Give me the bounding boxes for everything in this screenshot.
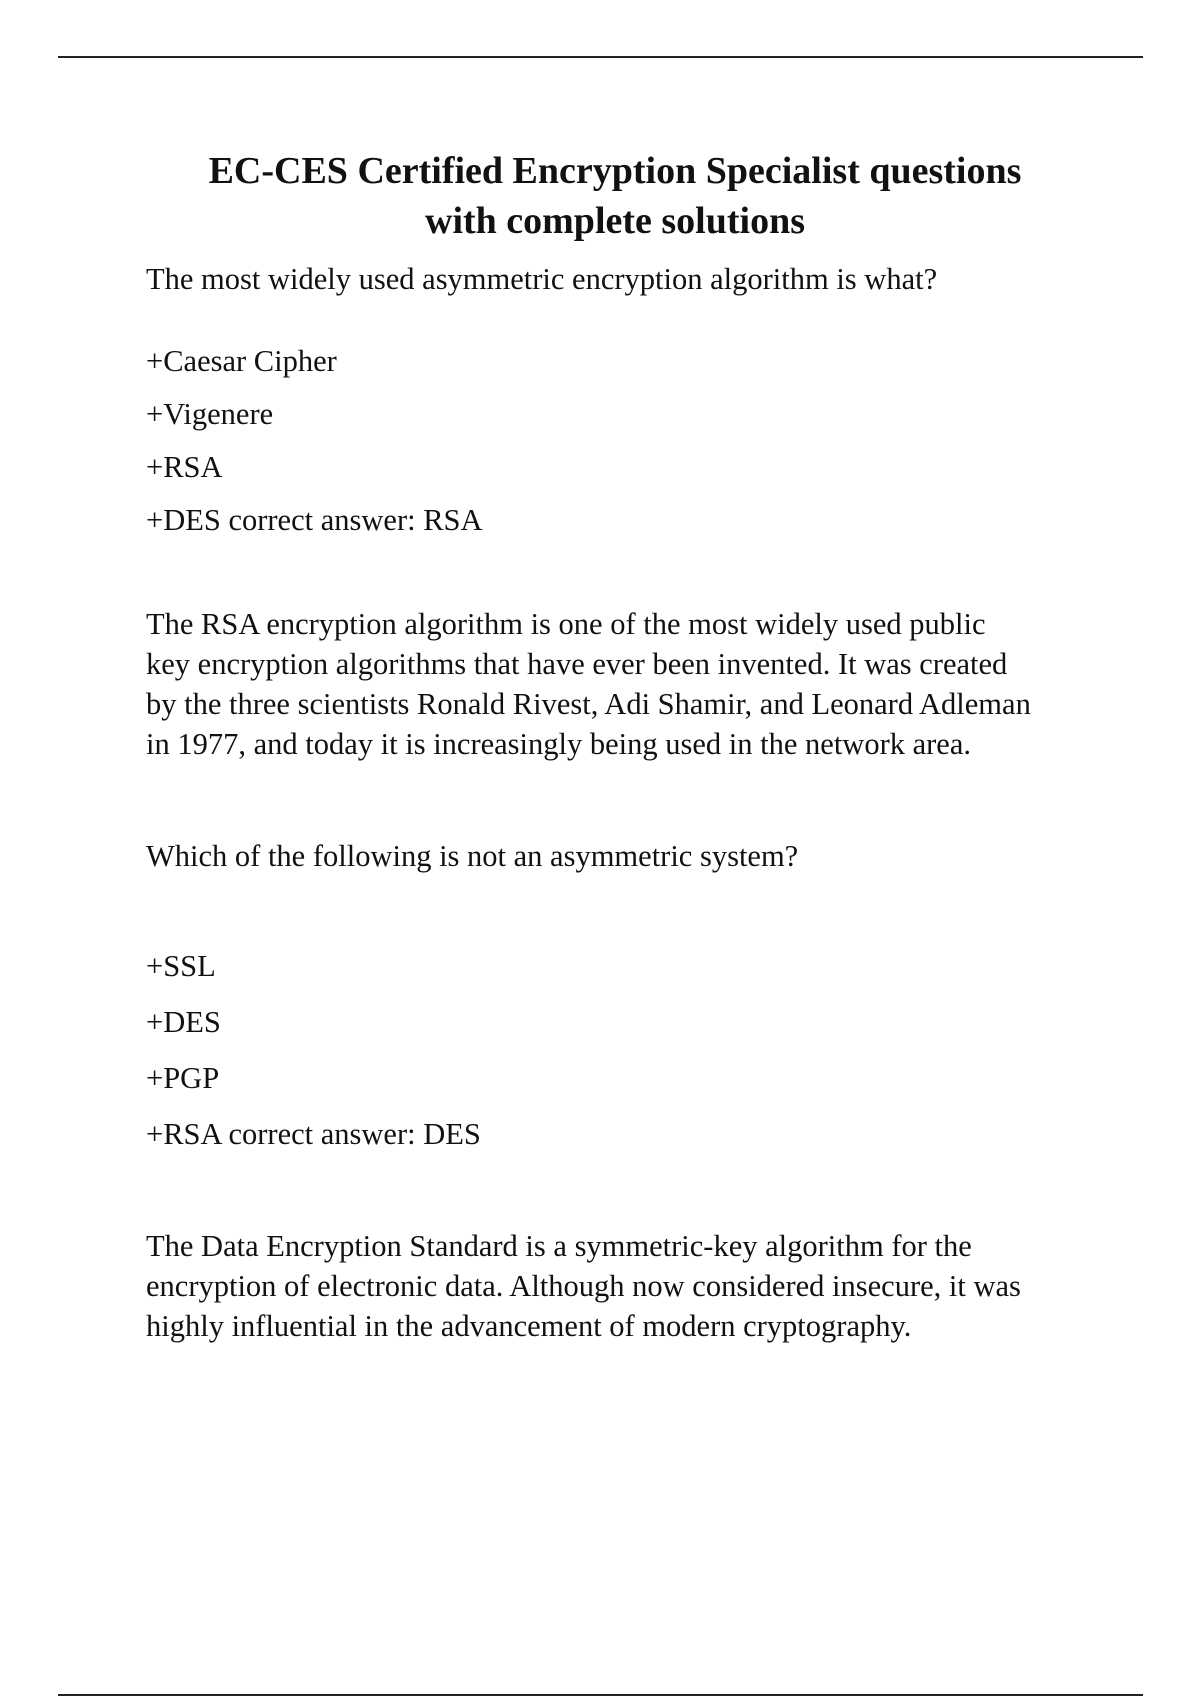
q2-option: +DES bbox=[146, 1005, 221, 1039]
q1-option-answer: +DES correct answer: RSA bbox=[146, 503, 483, 537]
q1-option: +Caesar Cipher bbox=[146, 344, 337, 378]
q2-explanation-line: highly influential in the advancement of modern cryptography. bbox=[146, 1309, 912, 1343]
q2-explanation-line: encryption of electronic data. Although now considered insecure, it was bbox=[146, 1269, 1021, 1303]
q1-option: +Vigenere bbox=[146, 397, 274, 431]
page-title bbox=[120, 146, 1110, 246]
q1-explanation-line: by the three scientists Ronald Rivest, Adi Shamir, and Leonard Adleman bbox=[146, 687, 1031, 721]
q2-question: Which of the following is not an asymmetric system? bbox=[146, 839, 799, 873]
q2-option-answer: +RSA correct answer: DES bbox=[146, 1117, 481, 1151]
q2-option: +PGP bbox=[146, 1061, 220, 1095]
q1-explanation-line: in 1977, and today it is increasingly being used in the network area. bbox=[146, 727, 971, 761]
q2-explanation-line: The Data Encryption Standard is a symmetric-key algorithm for the bbox=[146, 1229, 972, 1263]
title-line-2: with complete solutions bbox=[425, 200, 805, 242]
q2-option: +SSL bbox=[146, 949, 216, 983]
q1-explanation-line: The RSA encryption algorithm is one of the most widely used public bbox=[146, 607, 986, 641]
title-line-1: EC-CES Certified Encryption Specialist questions bbox=[208, 150, 1022, 192]
q1-explanation-line: key encryption algorithms that have ever been invented. It was created bbox=[146, 647, 1008, 681]
document-body bbox=[146, 259, 1106, 1346]
top-rule bbox=[58, 56, 1143, 58]
bottom-rule bbox=[58, 1694, 1143, 1696]
q1-question: The most widely used asymmetric encryption algorithm is what? bbox=[146, 262, 938, 296]
q1-option: +RSA bbox=[146, 450, 223, 484]
